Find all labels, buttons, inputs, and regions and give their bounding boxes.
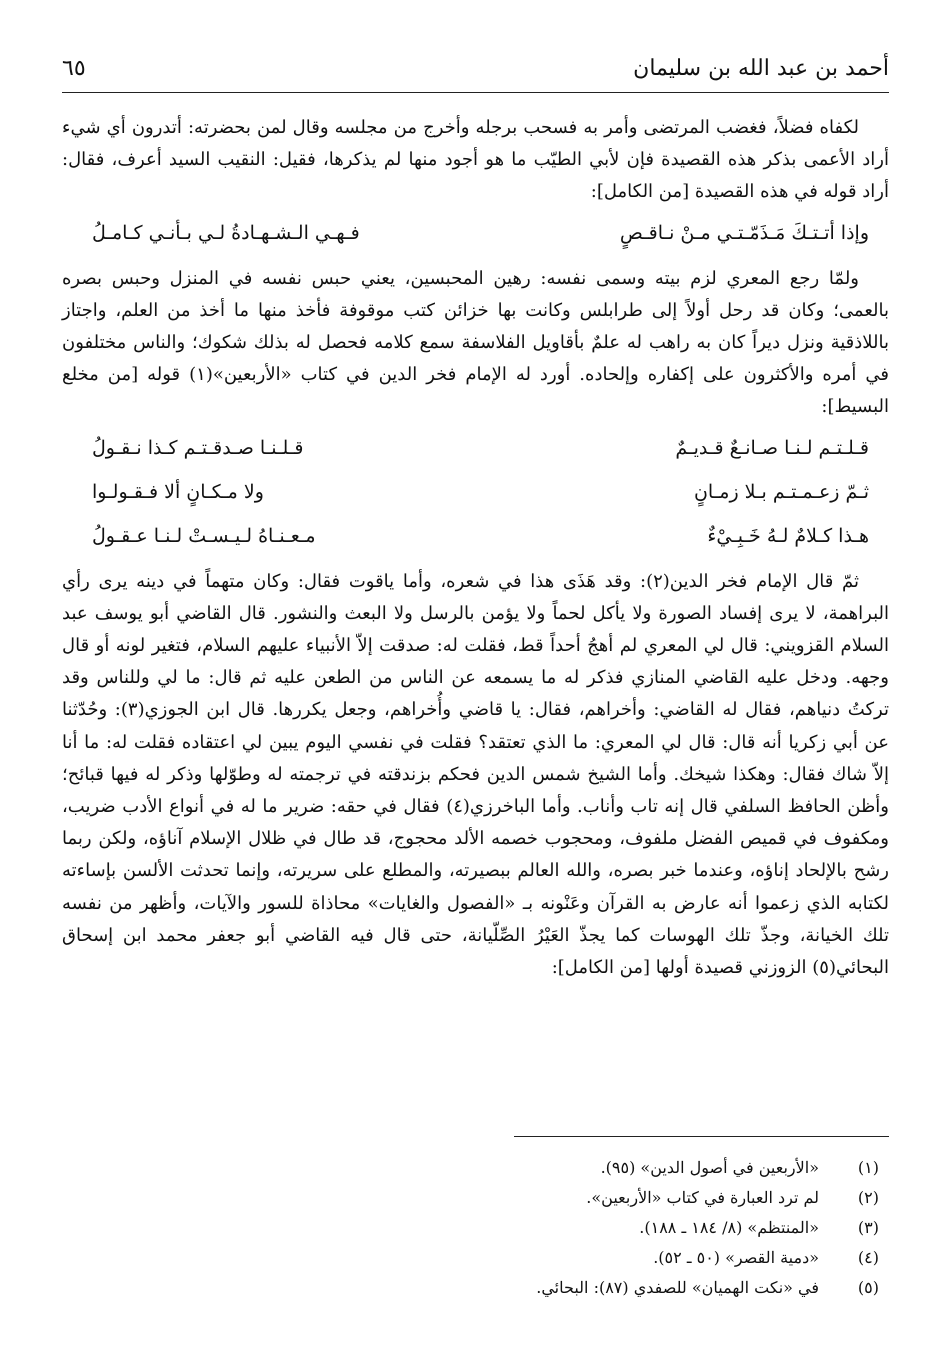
footnote-text: «الأربعين في أصول الدين» (٩٥). — [600, 1157, 819, 1177]
verse-hemistich-second: مـعـنـاهُ لـيـسـتْ لـنـا عـقـولُ — [92, 524, 316, 547]
footnote-text: «المنتظم» (٨/ ١٨٤ ـ ١٨٨). — [639, 1217, 819, 1237]
verse-line — [62, 514, 889, 558]
header-title: أحمد بن عبد الله بن سليمان — [633, 56, 889, 81]
verse-hemistich-first: هـذا كـلامٌ لـهُ خَـبِـيْءٌ — [707, 524, 869, 547]
footnote — [62, 1212, 889, 1242]
main-text — [62, 112, 889, 984]
verse-hemistich-second: قـلـنـا صـدقـتـم كـذا نـقـولُ — [92, 436, 304, 459]
paragraph-3: ثمّ قال الإمام فخر الدين(٢): وقد هَذَى هذا في شعره، وأما ياقوت فقال: وكان متهماً في دينه يرى رأي البراهمة، لا يرى إفساد الصورة ولا يأكل لحماً ولا يؤمن بالرسل ولا البعث والنشور. قال القاضي أبو يوسف عبد السلام القزويني: قال لي المعري لم أهجُ أحداً قط، فقلت له: صدقت إلاّ الأنبياء عليهم السلام، فتغير لونه أو قال وجهه. ودخل عليه القاضي المنازي فذكر له ما يسمعه عن الناس من الطعن عليه ثم قال: ما لي وللناس وقد تركتُ دنياهم، فقال له القاضي: وأخراهم، فقال: يا قاضي وأُخراهم، وجعل يكررها. قال ابن الجوزي(٣): وحُدّثنا عن أبي زكريا أنه قال: قال لي المعري: ما الذي تعتقد؟ فقلت في نفسي اليوم يبين لي اعتقاده فقلت له: ما أنا إلاّ شاك فقال: وهكذا شيخك. وأما الشيخ شمس الدين فحكم بزندقته في ترجمته له وطوّلها وذكر له فيها قبائح؛ وأظن الحافظ السلفي قال إنه تاب وأناب. وأما الباخرزي(٤) فقال في حقه: ضرير ما له في أنواع الأدب ضريب، ومكفوف في قميص الفضل ملفوف، ومحجوب خصمه الألد محجوج، قد طال في ظلال الإسلام آناؤه، ولكن ربما رشح بالإلحاد إناؤه، وعندما خبر بصره، والله العالم ببصيرته، والمطلع على سريرته، وإنما تحدثت الألسن بإساءته لكتابه الذي زعموا أنه عارض به القرآن وعَنْونه بـ «الفصول والغايات» محاذاة للسور والآيات، وأظهر من نفسه تلك الخيانة، وجذّ تلك الهوسات كما يجذّ العَيْرُ الصِّلّيانة، حتى قال فيه القاضي أبو جعفر محمد ابن إسحاق البحائي(٥) الزوزني قصيدة أولها [من الكامل]: — [62, 570, 889, 979]
verse-line — [62, 426, 889, 470]
verse-line — [62, 470, 889, 514]
verse-hemistich-second: فـهـي الـشـهـادةُ لـي بـأنـي كـامـلُ — [92, 221, 360, 244]
verse-block-2 — [62, 426, 889, 558]
verse-block-1 — [62, 211, 889, 255]
footnote-text: في «نكت الهميان» للصفدي (٨٧): البحائي. — [536, 1277, 819, 1297]
paragraph-2: ولمّا رجع المعري لزم بيته وسمى نفسه: رهين المحبسين، يعني حبس نفسه في المنزل وحبس بصره بالعمى؛ وكان قد رحل أولاً إلى طرابلس وكانت بها خزائن كتب موقوفة فأخذ منها ما أخذ من العلم، واجتاز باللاذقية ونزل ديراً كان به راهب له علمٌ بأقاويل الفلاسفة سمع كلامه فحصل له بذلك شكوك؛ والناس مختلفون في أمره والأكثرون على إكفاره وإلحاده. أورد له الإمام فخر الدين في كتاب «الأربعين»(١) قوله [من مخلع البسيط]: — [62, 267, 889, 418]
footnote-number: (٤) — [857, 1247, 879, 1267]
verse-hemistich-first: وإذا أتـتـكَ مَـذَمّـتـي مـنْ نـاقـصٍ — [619, 221, 869, 244]
footnote-number: (١) — [857, 1157, 879, 1177]
footnote-text: «دمية القصر» (٥٠ ـ ٥٢). — [653, 1247, 819, 1267]
footnote-text: لم ترد العبارة في كتاب «الأربعين». — [586, 1187, 819, 1207]
footnote — [62, 1242, 889, 1272]
footnote-number: (٢) — [857, 1187, 879, 1207]
verse-line — [62, 211, 889, 255]
verse-hemistich-first: ثـمّ زعـمـتـم بـلا زمـانٍ — [693, 480, 869, 503]
footnote — [62, 1272, 889, 1302]
verse-hemistich-first: قـلـتـم لـنـا صـانـعٌ قـديـمٌ — [675, 436, 869, 459]
footnotes — [62, 1152, 889, 1302]
running-header — [62, 52, 889, 93]
page-number: ٦٥ — [62, 56, 86, 81]
footnote-number: (٥) — [857, 1277, 879, 1297]
footnote — [62, 1152, 889, 1182]
footnote-number: (٣) — [857, 1217, 879, 1237]
verse-hemistich-second: ولا مـكـانٍ ألا فـقـولـوا — [92, 480, 264, 503]
footnote-divider — [514, 1136, 889, 1137]
footnote — [62, 1182, 889, 1212]
paragraph-1: لكفاه فضلاً، فغضب المرتضى وأمر به فسحب برجله وأخرج من مجلسه وقال لمن بحضرته: أتدرون أي شيء أراد الأعمى بذكر هذه القصيدة فإن لأبي الطيّب ما هو أجود منها لم يذكرها، فقيل: النقيب السيد أعرف، فقال: أراد قوله في هذه القصيدة [من الكامل]: — [62, 117, 889, 203]
